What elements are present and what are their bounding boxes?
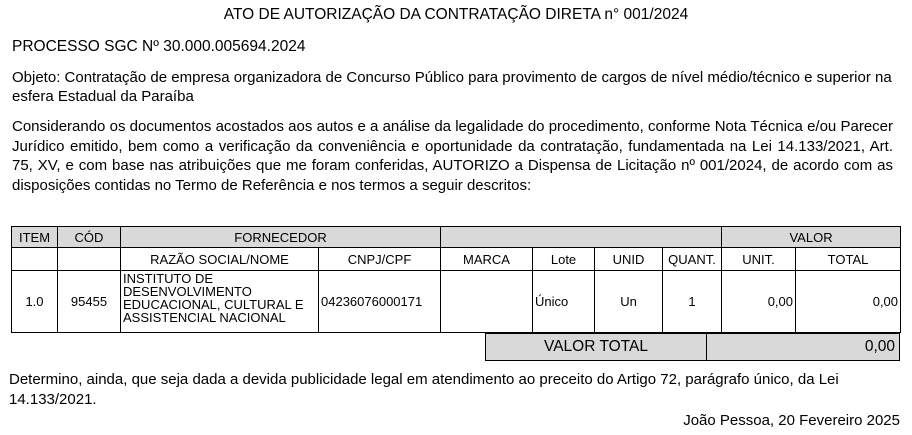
table-subheader-row: [12, 248, 901, 271]
header-cod: CÓD: [58, 227, 121, 248]
header-quant: QUANT.: [663, 248, 722, 271]
header-total: TOTAL: [796, 248, 901, 271]
cell-cnpj: 04236076000171: [319, 271, 441, 333]
cell-unid: Un: [595, 271, 663, 333]
valor-total-label: VALOR TOTAL: [485, 333, 707, 361]
header-fornecedor: FORNECEDOR: [121, 227, 441, 248]
cell-cod: 95455: [58, 271, 121, 333]
table-row: [12, 271, 901, 333]
header-blank: [441, 227, 722, 248]
objeto-paragraph: Objeto: Contratação de empresa organizadora de Concurso Público para provimento de cargos de nível médio/técnico e superior na esfera Estadual da Paraíba: [12, 69, 892, 105]
header-unid: UNID: [595, 248, 663, 271]
cell-quant: 1: [663, 271, 722, 333]
cell-marca: [441, 271, 533, 333]
header-cnpj: CNPJ/CPF: [319, 248, 441, 271]
subheader-item-blank: [12, 248, 58, 271]
subheader-cod-blank: [58, 248, 121, 271]
cell-item: 1.0: [12, 271, 58, 333]
cell-lote: Único: [533, 271, 595, 333]
cell-total: 0,00: [796, 271, 901, 333]
header-marca: MARCA: [441, 248, 533, 271]
header-unit: UNIT.: [722, 248, 796, 271]
document-title: ATO DE AUTORIZAÇÃO DA CONTRATAÇÃO DIRETA n° 001/2024: [223, 6, 689, 23]
considerando-paragraph: Considerando os documentos acostados aos autos e a análise da legalidade do procedimento, conforme Nota Técnica e/ou Parecer Jurídico emitido, bem como a verificação da conveniência e oportunidade da contratação, fundamentada na Lei 14.133/2021, Art. 75, XV, e com base nas atribuições que me foram conferidas, AUTORIZO a Dispensa de Licitação nº 001/2024, de acordo com as disposições contidas no Termo de Referência e nos termos a seguir descritos:: [12, 118, 893, 194]
cell-unit: 0,00: [722, 271, 796, 333]
items-table: [11, 226, 901, 333]
header-lote: Lote: [533, 248, 595, 271]
signature-date: João Pessoa, 20 Fevereiro 2025: [683, 412, 900, 429]
header-item: ITEM: [12, 227, 58, 248]
valor-total-value: 0,00: [706, 333, 900, 361]
table-header-row: [12, 227, 901, 248]
header-razao: RAZÃO SOCIAL/NOME: [121, 248, 319, 271]
determino-paragraph: Determino, ainda, que seja dada a devida publicidade legal em atendimento ao preceito do Artigo 72, parágrafo único, da Lei 14.133/2021.: [9, 371, 839, 408]
header-valor: VALOR: [722, 227, 901, 248]
process-number: PROCESSO SGC Nº 30.000.005694.2024: [12, 38, 306, 55]
cell-razao: INSTITUTO DE DESENVOLVIMENTO EDUCACIONAL, CULTURAL E ASSISTENCIAL NACIONAL: [121, 271, 319, 333]
